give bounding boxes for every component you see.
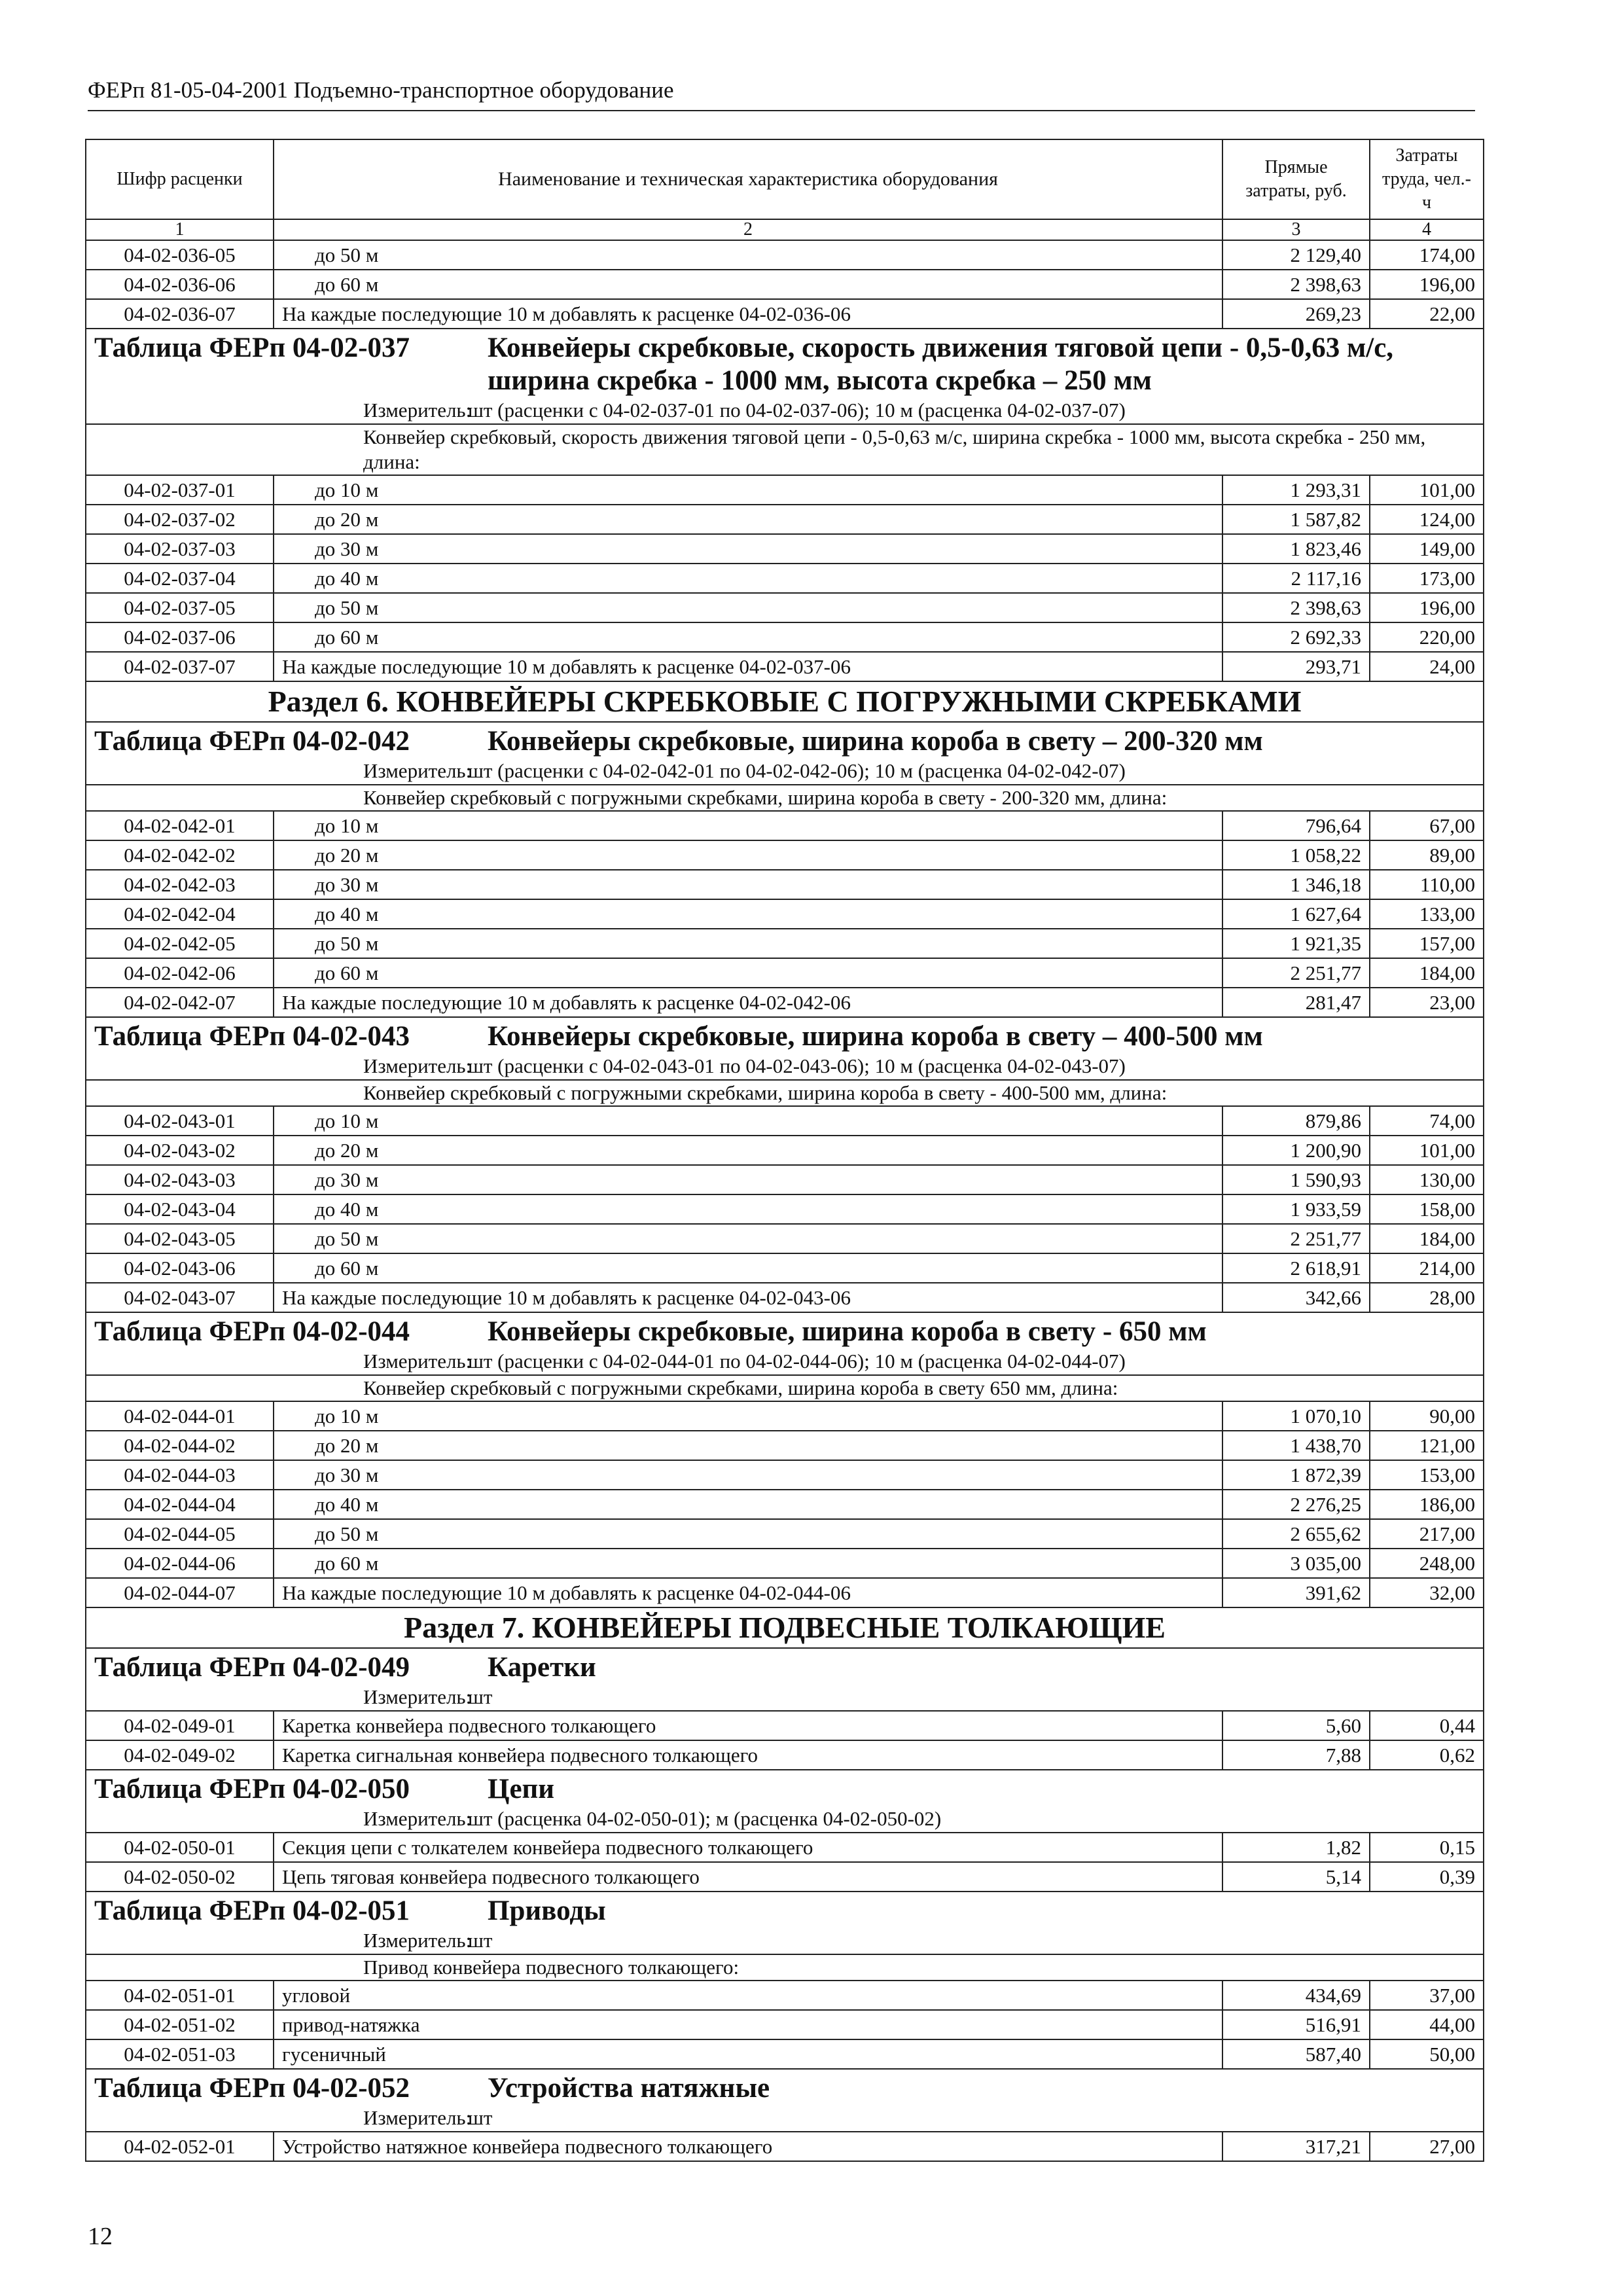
rate-code: 04-02-042-03 bbox=[86, 870, 274, 899]
rate-name: до 50 м bbox=[274, 1224, 1222, 1253]
measure-unit bbox=[86, 1806, 1484, 1833]
rate-cost: 587,40 bbox=[1222, 2039, 1370, 2069]
rate-labor: 220,00 bbox=[1370, 622, 1484, 652]
rate-labor: 0,44 bbox=[1370, 1711, 1484, 1740]
col-number-4: 4 bbox=[1370, 219, 1484, 240]
rate-name: Каретка конвейера подвесного толкающего bbox=[274, 1711, 1222, 1740]
rate-name: до 40 м bbox=[274, 564, 1222, 593]
table-row bbox=[86, 1711, 1484, 1740]
measure-label: Измеритель: bbox=[363, 1685, 472, 1708]
rate-name: до 40 м bbox=[274, 1490, 1222, 1519]
measure-unit bbox=[86, 1348, 1484, 1375]
table-row bbox=[86, 811, 1484, 840]
group-description: Конвейер скребковый с погружными скребками, ширина короба в свету 650 мм, длина: bbox=[86, 1375, 1484, 1401]
rate-code: 04-02-049-02 bbox=[86, 1740, 274, 1770]
table-row bbox=[86, 299, 1484, 329]
section-row bbox=[86, 1607, 1484, 1648]
rate-cost: 434,69 bbox=[1222, 1981, 1370, 2010]
rate-name: до 20 м bbox=[274, 1136, 1222, 1165]
table-title-row bbox=[86, 329, 1484, 397]
rate-cost: 2 655,62 bbox=[1222, 1519, 1370, 1549]
rate-cost: 1 627,64 bbox=[1222, 899, 1370, 929]
rate-name: до 60 м bbox=[274, 1253, 1222, 1283]
rate-name: до 50 м bbox=[274, 929, 1222, 958]
rate-cost: 1 921,35 bbox=[1222, 929, 1370, 958]
table-title-row bbox=[86, 1770, 1484, 1806]
rate-cost: 2 251,77 bbox=[1222, 958, 1370, 988]
table-caption: Конвейеры скребковые, ширина короба в свету – 400-500 мм bbox=[488, 1021, 1263, 1052]
rate-cost: 1 823,46 bbox=[1222, 534, 1370, 564]
col-header-labor: Затраты труда, чел.-ч bbox=[1370, 139, 1484, 219]
rate-labor: 23,00 bbox=[1370, 988, 1484, 1017]
rate-cost: 317,21 bbox=[1222, 2132, 1370, 2161]
col-number-2: 2 bbox=[274, 219, 1222, 240]
rate-code: 04-02-044-01 bbox=[86, 1401, 274, 1431]
rate-labor: 74,00 bbox=[1370, 1106, 1484, 1136]
rate-labor: 44,00 bbox=[1370, 2010, 1484, 2039]
rate-name: до 20 м bbox=[274, 840, 1222, 870]
rate-cost: 5,14 bbox=[1222, 1862, 1370, 1892]
measure-label: Измеритель: bbox=[363, 399, 472, 422]
rate-cost: 1 346,18 bbox=[1222, 870, 1370, 899]
table-caption: Приводы bbox=[488, 1895, 606, 1926]
table-row bbox=[86, 1194, 1484, 1224]
rate-name: На каждые последующие 10 м добавлять к расценке 04-02-044-06 bbox=[274, 1578, 1222, 1607]
table-title-row bbox=[86, 1648, 1484, 1684]
rate-name: до 10 м bbox=[274, 1106, 1222, 1136]
rate-name: Каретка сигнальная конвейера подвесного толкающего bbox=[274, 1740, 1222, 1770]
rate-labor: 173,00 bbox=[1370, 564, 1484, 593]
table-row bbox=[86, 1833, 1484, 1862]
page-number: 12 bbox=[88, 2223, 113, 2250]
table-title bbox=[86, 1648, 1484, 1684]
rate-code: 04-02-044-05 bbox=[86, 1519, 274, 1549]
measure-unit bbox=[86, 1684, 1484, 1711]
table-title-row bbox=[86, 1017, 1484, 1053]
measure-value: шт (расценка 04-02-050-01); м (расценка 04-02-050-02) bbox=[468, 1807, 942, 1830]
table-row bbox=[86, 1165, 1484, 1194]
table-row bbox=[86, 1549, 1484, 1578]
rate-cost: 391,62 bbox=[1222, 1578, 1370, 1607]
group-description: Конвейер скребковый с погружными скребками, ширина короба в свету - 200-320 мм, длина: bbox=[86, 785, 1484, 811]
table-row bbox=[86, 270, 1484, 299]
rate-cost: 2 398,63 bbox=[1222, 270, 1370, 299]
table-row bbox=[86, 899, 1484, 929]
table-label: Таблица ФЕРп 04-02-037 bbox=[94, 332, 410, 363]
measure-value: шт bbox=[468, 1929, 493, 1952]
table-title bbox=[86, 329, 1484, 397]
rate-name: до 30 м bbox=[274, 534, 1222, 564]
rate-cost: 1 590,93 bbox=[1222, 1165, 1370, 1194]
col-header-name: Наименование и техническая характеристика оборудования bbox=[274, 139, 1222, 219]
col-number-3: 3 bbox=[1222, 219, 1370, 240]
rate-name: до 40 м bbox=[274, 899, 1222, 929]
group-row bbox=[86, 424, 1484, 475]
rate-cost: 2 117,16 bbox=[1222, 564, 1370, 593]
table-label: Таблица ФЕРп 04-02-051 bbox=[94, 1895, 410, 1926]
rate-name: до 30 м bbox=[274, 1460, 1222, 1490]
table-title-row bbox=[86, 1892, 1484, 1928]
table-row bbox=[86, 652, 1484, 681]
measure-unit bbox=[86, 758, 1484, 785]
rate-labor: 24,00 bbox=[1370, 652, 1484, 681]
rate-cost: 1 070,10 bbox=[1222, 1401, 1370, 1431]
table-row bbox=[86, 1401, 1484, 1431]
rate-name: На каждые последующие 10 м добавлять к расценке 04-02-043-06 bbox=[274, 1283, 1222, 1312]
table-label: Таблица ФЕРп 04-02-052 bbox=[94, 2073, 410, 2104]
rate-cost: 1 587,82 bbox=[1222, 505, 1370, 534]
rate-code: 04-02-052-01 bbox=[86, 2132, 274, 2161]
measure-row bbox=[86, 1348, 1484, 1375]
rate-name: до 60 м bbox=[274, 958, 1222, 988]
rate-labor: 174,00 bbox=[1370, 240, 1484, 270]
table-row bbox=[86, 475, 1484, 505]
rates-table bbox=[85, 139, 1484, 2162]
rate-code: 04-02-043-05 bbox=[86, 1224, 274, 1253]
rate-code: 04-02-050-02 bbox=[86, 1862, 274, 1892]
rate-labor: 0,15 bbox=[1370, 1833, 1484, 1862]
rate-cost: 293,71 bbox=[1222, 652, 1370, 681]
table-label: Таблица ФЕРп 04-02-044 bbox=[94, 1316, 410, 1347]
rate-code: 04-02-037-01 bbox=[86, 475, 274, 505]
rate-labor: 214,00 bbox=[1370, 1253, 1484, 1283]
rate-labor: 67,00 bbox=[1370, 811, 1484, 840]
rate-name: до 60 м bbox=[274, 270, 1222, 299]
measure-label: Измеритель: bbox=[363, 1807, 472, 1830]
rate-cost: 1 293,31 bbox=[1222, 475, 1370, 505]
rate-cost: 1,82 bbox=[1222, 1833, 1370, 1862]
rate-labor: 133,00 bbox=[1370, 899, 1484, 929]
rate-labor: 196,00 bbox=[1370, 593, 1484, 622]
rate-labor: 90,00 bbox=[1370, 1401, 1484, 1431]
measure-row bbox=[86, 2105, 1484, 2132]
table-row bbox=[86, 534, 1484, 564]
rate-code: 04-02-044-04 bbox=[86, 1490, 274, 1519]
rate-labor: 37,00 bbox=[1370, 1981, 1484, 2010]
rate-name: На каждые последующие 10 м добавлять к расценке 04-02-042-06 bbox=[274, 988, 1222, 1017]
rate-name: до 20 м bbox=[274, 505, 1222, 534]
rate-labor: 186,00 bbox=[1370, 1490, 1484, 1519]
table-row bbox=[86, 1862, 1484, 1892]
group-row bbox=[86, 1080, 1484, 1106]
table-label: Таблица ФЕРп 04-02-042 bbox=[94, 726, 410, 757]
rate-code: 04-02-042-01 bbox=[86, 811, 274, 840]
rate-cost: 2 398,63 bbox=[1222, 593, 1370, 622]
table-caption: Конвейеры скребковые, скорость движения тяговой цепи - 0,5-0,63 м/с, ширина скребка - 1000 мм, высота скребка – 250 мм bbox=[488, 332, 1394, 396]
section-row bbox=[86, 681, 1484, 722]
column-number-row bbox=[86, 219, 1484, 240]
table-row bbox=[86, 240, 1484, 270]
group-description: Привод конвейера подвесного толкающего: bbox=[86, 1954, 1484, 1981]
measure-row bbox=[86, 1806, 1484, 1833]
rate-code: 04-02-043-03 bbox=[86, 1165, 274, 1194]
measure-value: шт bbox=[468, 2106, 493, 2129]
group-row bbox=[86, 1954, 1484, 1981]
table-row bbox=[86, 840, 1484, 870]
rate-labor: 157,00 bbox=[1370, 929, 1484, 958]
rate-cost: 281,47 bbox=[1222, 988, 1370, 1017]
rate-labor: 196,00 bbox=[1370, 270, 1484, 299]
rate-labor: 153,00 bbox=[1370, 1460, 1484, 1490]
table-label: Таблица ФЕРп 04-02-049 bbox=[94, 1652, 410, 1683]
table-title bbox=[86, 2069, 1484, 2105]
table-row bbox=[86, 1460, 1484, 1490]
rate-labor: 27,00 bbox=[1370, 2132, 1484, 2161]
table-row bbox=[86, 622, 1484, 652]
rate-cost: 2 276,25 bbox=[1222, 1490, 1370, 1519]
rate-code: 04-02-044-06 bbox=[86, 1549, 274, 1578]
rate-cost: 342,66 bbox=[1222, 1283, 1370, 1312]
measure-label: Измеритель: bbox=[363, 1054, 472, 1077]
rate-labor: 184,00 bbox=[1370, 958, 1484, 988]
rate-cost: 1 933,59 bbox=[1222, 1194, 1370, 1224]
measure-label: Измеритель: bbox=[363, 2106, 472, 2129]
rate-name: гусеничный bbox=[274, 2039, 1222, 2069]
rate-cost: 1 200,90 bbox=[1222, 1136, 1370, 1165]
rate-labor: 130,00 bbox=[1370, 1165, 1484, 1194]
rate-code: 04-02-042-06 bbox=[86, 958, 274, 988]
table-title-row bbox=[86, 2069, 1484, 2105]
rate-code: 04-02-042-07 bbox=[86, 988, 274, 1017]
measure-label: Измеритель: bbox=[363, 1929, 472, 1952]
table-row bbox=[86, 2010, 1484, 2039]
rate-cost: 796,64 bbox=[1222, 811, 1370, 840]
rate-labor: 101,00 bbox=[1370, 1136, 1484, 1165]
table-row bbox=[86, 1106, 1484, 1136]
rate-code: 04-02-037-07 bbox=[86, 652, 274, 681]
rate-name: до 60 м bbox=[274, 1549, 1222, 1578]
table-label: Таблица ФЕРп 04-02-043 bbox=[94, 1021, 410, 1052]
section-title: Раздел 6. КОНВЕЙЕРЫ СКРЕБКОВЫЕ С ПОГРУЖНЫМИ СКРЕБКАМИ bbox=[86, 681, 1484, 722]
rate-labor: 149,00 bbox=[1370, 534, 1484, 564]
rate-labor: 121,00 bbox=[1370, 1431, 1484, 1460]
table-title bbox=[86, 1017, 1484, 1053]
table-title bbox=[86, 1770, 1484, 1806]
rate-labor: 124,00 bbox=[1370, 505, 1484, 534]
rate-cost: 1 872,39 bbox=[1222, 1460, 1370, 1490]
rate-code: 04-02-051-01 bbox=[86, 1981, 274, 2010]
table-row bbox=[86, 2039, 1484, 2069]
table-caption: Цепи bbox=[488, 1774, 555, 1804]
measure-unit bbox=[86, 1053, 1484, 1080]
rate-code: 04-02-037-04 bbox=[86, 564, 274, 593]
rate-labor: 248,00 bbox=[1370, 1549, 1484, 1578]
table-row bbox=[86, 1740, 1484, 1770]
rate-name: Секция цепи с толкателем конвейера подвесного толкающего bbox=[274, 1833, 1222, 1862]
group-row bbox=[86, 1375, 1484, 1401]
table-row bbox=[86, 2132, 1484, 2161]
measure-label: Измеритель: bbox=[363, 759, 472, 782]
measure-label: Измеритель: bbox=[363, 1350, 472, 1372]
table-row bbox=[86, 988, 1484, 1017]
table-header-row bbox=[86, 139, 1484, 219]
rate-code: 04-02-044-03 bbox=[86, 1460, 274, 1490]
rate-labor: 101,00 bbox=[1370, 475, 1484, 505]
rate-code: 04-02-043-04 bbox=[86, 1194, 274, 1224]
group-description: Конвейер скребковый с погружными скребками, ширина короба в свету - 400-500 мм, длина: bbox=[86, 1080, 1484, 1106]
table-row bbox=[86, 1431, 1484, 1460]
table-title-row bbox=[86, 722, 1484, 758]
rate-labor: 217,00 bbox=[1370, 1519, 1484, 1549]
rate-code: 04-02-037-03 bbox=[86, 534, 274, 564]
col-header-cost: Прямые затраты, руб. bbox=[1222, 139, 1370, 219]
rate-labor: 0,62 bbox=[1370, 1740, 1484, 1770]
group-description: Конвейер скребковый, скорость движения тяговой цепи - 0,5-0,63 м/с, ширина скребка - 1000 мм, высота скребка - 250 мм, длина: bbox=[86, 424, 1484, 475]
rate-labor: 22,00 bbox=[1370, 299, 1484, 329]
rate-code: 04-02-043-06 bbox=[86, 1253, 274, 1283]
rate-name: привод-натяжка bbox=[274, 2010, 1222, 2039]
measure-value: шт (расценки с 04-02-044-01 по 04-02-044-06); 10 м (расценка 04-02-044-07) bbox=[468, 1350, 1126, 1372]
table-row bbox=[86, 1519, 1484, 1549]
rate-labor: 28,00 bbox=[1370, 1283, 1484, 1312]
measure-unit bbox=[86, 397, 1484, 424]
col-header-code: Шифр расценки bbox=[86, 139, 274, 219]
rate-name: Цепь тяговая конвейера подвесного толкающего bbox=[274, 1862, 1222, 1892]
rate-cost: 5,60 bbox=[1222, 1711, 1370, 1740]
rate-code: 04-02-036-07 bbox=[86, 299, 274, 329]
rate-cost: 269,23 bbox=[1222, 299, 1370, 329]
page-header: ФЕРп 81-05-04-2001 Подъемно-транспортное оборудование bbox=[88, 77, 1475, 111]
table-row bbox=[86, 958, 1484, 988]
table-caption: Конвейеры скребковые, ширина короба в свету - 650 мм bbox=[488, 1316, 1207, 1347]
rate-cost: 2 692,33 bbox=[1222, 622, 1370, 652]
table-row bbox=[86, 1981, 1484, 2010]
rate-cost: 7,88 bbox=[1222, 1740, 1370, 1770]
measure-value: шт (расценки с 04-02-037-01 по 04-02-037-06); 10 м (расценка 04-02-037-07) bbox=[468, 399, 1126, 422]
table-title bbox=[86, 1312, 1484, 1348]
rate-cost: 3 035,00 bbox=[1222, 1549, 1370, 1578]
table-row bbox=[86, 593, 1484, 622]
rate-code: 04-02-037-05 bbox=[86, 593, 274, 622]
rate-name: до 10 м bbox=[274, 811, 1222, 840]
measure-unit bbox=[86, 2105, 1484, 2132]
measure-row bbox=[86, 1684, 1484, 1711]
rate-code: 04-02-050-01 bbox=[86, 1833, 274, 1862]
rate-name: Устройство натяжное конвейера подвесного толкающего bbox=[274, 2132, 1222, 2161]
table-caption: Устройства натяжные bbox=[488, 2073, 770, 2104]
rate-name: до 10 м bbox=[274, 475, 1222, 505]
rate-code: 04-02-037-02 bbox=[86, 505, 274, 534]
measure-row bbox=[86, 397, 1484, 424]
table-caption: Конвейеры скребковые, ширина короба в свету – 200-320 мм bbox=[488, 726, 1263, 757]
table-row bbox=[86, 1136, 1484, 1165]
rate-labor: 32,00 bbox=[1370, 1578, 1484, 1607]
rate-cost: 1 438,70 bbox=[1222, 1431, 1370, 1460]
table-row bbox=[86, 505, 1484, 534]
rate-cost: 2 251,77 bbox=[1222, 1224, 1370, 1253]
measure-row bbox=[86, 758, 1484, 785]
rate-name: На каждые последующие 10 м добавлять к расценке 04-02-037-06 bbox=[274, 652, 1222, 681]
rate-name: На каждые последующие 10 м добавлять к расценке 04-02-036-06 bbox=[274, 299, 1222, 329]
rate-labor: 50,00 bbox=[1370, 2039, 1484, 2069]
table-label: Таблица ФЕРп 04-02-050 bbox=[94, 1774, 410, 1804]
table-caption: Каретки bbox=[488, 1652, 596, 1683]
measure-value: шт bbox=[468, 1685, 493, 1708]
col-number-1: 1 bbox=[86, 219, 274, 240]
table-title bbox=[86, 1892, 1484, 1928]
section-title: Раздел 7. КОНВЕЙЕРЫ ПОДВЕСНЫЕ ТОЛКАЮЩИЕ bbox=[86, 1607, 1484, 1648]
table-title bbox=[86, 722, 1484, 758]
rate-name: до 30 м bbox=[274, 870, 1222, 899]
rate-name: до 60 м bbox=[274, 622, 1222, 652]
rate-code: 04-02-042-05 bbox=[86, 929, 274, 958]
measure-unit bbox=[86, 1928, 1484, 1954]
rate-code: 04-02-036-05 bbox=[86, 240, 274, 270]
table-row bbox=[86, 564, 1484, 593]
table-row bbox=[86, 1578, 1484, 1607]
rate-code: 04-02-036-06 bbox=[86, 270, 274, 299]
rate-labor: 158,00 bbox=[1370, 1194, 1484, 1224]
rate-code: 04-02-043-07 bbox=[86, 1283, 274, 1312]
table-row bbox=[86, 1283, 1484, 1312]
rate-cost: 2 129,40 bbox=[1222, 240, 1370, 270]
rate-name: до 20 м bbox=[274, 1431, 1222, 1460]
rate-code: 04-02-043-02 bbox=[86, 1136, 274, 1165]
rate-name: до 30 м bbox=[274, 1165, 1222, 1194]
rate-code: 04-02-043-01 bbox=[86, 1106, 274, 1136]
measure-value: шт (расценки с 04-02-042-01 по 04-02-042-06); 10 м (расценка 04-02-042-07) bbox=[468, 759, 1126, 782]
table-row bbox=[86, 1490, 1484, 1519]
rate-name: до 50 м bbox=[274, 593, 1222, 622]
rate-labor: 89,00 bbox=[1370, 840, 1484, 870]
rate-name: до 50 м bbox=[274, 1519, 1222, 1549]
measure-row bbox=[86, 1053, 1484, 1080]
group-row bbox=[86, 785, 1484, 811]
rate-code: 04-02-044-07 bbox=[86, 1578, 274, 1607]
rate-code: 04-02-037-06 bbox=[86, 622, 274, 652]
rate-name: до 10 м bbox=[274, 1401, 1222, 1431]
rate-cost: 2 618,91 bbox=[1222, 1253, 1370, 1283]
table-row bbox=[86, 929, 1484, 958]
rate-code: 04-02-051-02 bbox=[86, 2010, 274, 2039]
rate-name: до 40 м bbox=[274, 1194, 1222, 1224]
rate-code: 04-02-044-02 bbox=[86, 1431, 274, 1460]
table-title-row bbox=[86, 1312, 1484, 1348]
measure-row bbox=[86, 1928, 1484, 1954]
rate-cost: 516,91 bbox=[1222, 2010, 1370, 2039]
rate-cost: 1 058,22 bbox=[1222, 840, 1370, 870]
rate-labor: 184,00 bbox=[1370, 1224, 1484, 1253]
rate-code: 04-02-051-03 bbox=[86, 2039, 274, 2069]
rate-cost: 879,86 bbox=[1222, 1106, 1370, 1136]
rate-code: 04-02-042-04 bbox=[86, 899, 274, 929]
table-row bbox=[86, 1253, 1484, 1283]
table-row bbox=[86, 1224, 1484, 1253]
rate-labor: 110,00 bbox=[1370, 870, 1484, 899]
rate-labor: 0,39 bbox=[1370, 1862, 1484, 1892]
rate-code: 04-02-049-01 bbox=[86, 1711, 274, 1740]
rate-name: до 50 м bbox=[274, 240, 1222, 270]
table-row bbox=[86, 870, 1484, 899]
rate-code: 04-02-042-02 bbox=[86, 840, 274, 870]
measure-value: шт (расценки с 04-02-043-01 по 04-02-043-06); 10 м (расценка 04-02-043-07) bbox=[468, 1054, 1126, 1077]
rate-name: угловой bbox=[274, 1981, 1222, 2010]
